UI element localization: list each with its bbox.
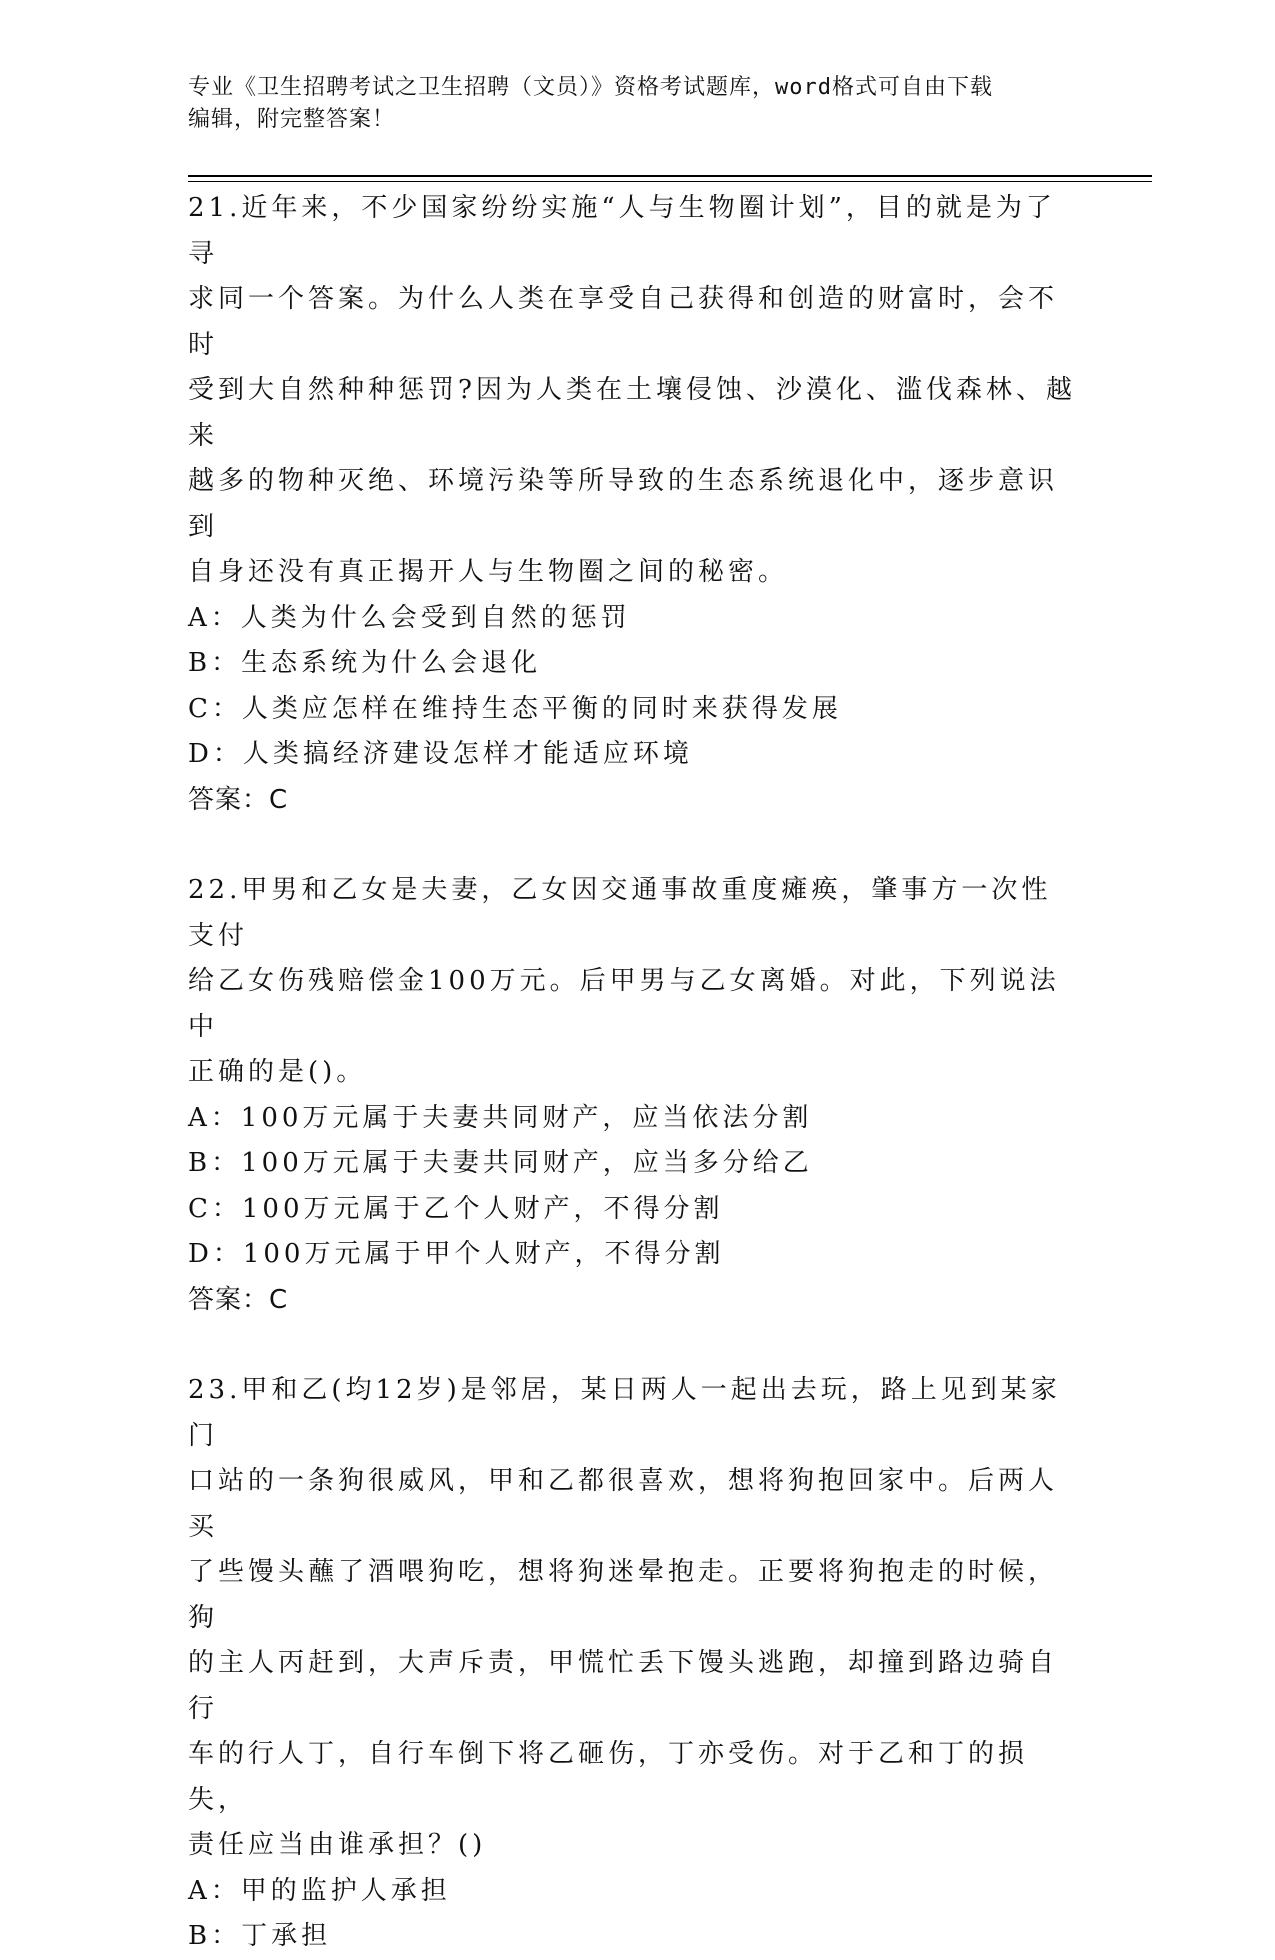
question-text-line: 给乙女伤残赔偿金100万元。后甲男与乙女离婚。对此，下列说法中 (188, 966, 1060, 1042)
question-text-line: 正确的是()。 (188, 1057, 367, 1087)
question-text-line: 车的行人丁，自行车倒下将乙砸伤，丁亦受伤。对于乙和丁的损失， (188, 1739, 1029, 1815)
option-a: A：人类为什么会受到自然的惩罚 (188, 602, 631, 633)
question-text-line: 自身还没有真正揭开人与生物圈之间的秘密。 (188, 557, 789, 587)
page-header (188, 72, 1068, 136)
option-b: B：100万元属于夫妻共同财产，应当多分给乙 (188, 1148, 813, 1178)
header-line-2: 编辑，附完整答案！ (188, 107, 396, 132)
question-text-line: 越多的物种灭绝、环境污染等所导致的生态系统退化中，逐步意识到 (188, 466, 1059, 542)
answer: 答案：C (188, 1284, 289, 1315)
question-text-line: 23.甲和乙(均12岁)是邻居，某日两人一起出去玩，路上见到某家门 (188, 1375, 1061, 1451)
option-d: D：100万元属于甲个人财产，不得分割 (188, 1239, 725, 1269)
option-c: C：100万元属于乙个人财产，不得分割 (188, 1193, 724, 1224)
question-23 (188, 1368, 1078, 1960)
question-22 (188, 868, 1078, 1323)
question-text-line: 的主人丙赶到，大声斥责，甲慌忙丢下馒头逃跑，却撞到路边骑自行 (188, 1648, 1059, 1724)
option-c: C：人类应怎样在维持生态平衡的同时来获得发展 (188, 693, 842, 724)
option-d: D：人类搞经济建设怎样才能适应环境 (188, 739, 693, 769)
question-text-line: 22.甲男和乙女是夫妻，乙女因交通事故重度瘫痪，肇事方一次性支付 (188, 875, 1052, 951)
question-text-line: 21.近年来，不少国家纷纷实施“人与生物圈计划”，目的就是为了寻 (188, 193, 1056, 269)
option-b: B：丁承担 (188, 1921, 332, 1951)
option-a: A：甲的监护人承担 (188, 1875, 451, 1906)
question-text-line: 受到大自然种种惩罚?因为人类在土壤侵蚀、沙漠化、滥伐森林、越来 (188, 375, 1076, 451)
header-divider-thick (188, 175, 1152, 177)
answer: 答案：C (188, 784, 289, 815)
question-list (188, 186, 1078, 1960)
option-a: A：100万元属于夫妻共同财产，应当依法分割 (188, 1102, 813, 1133)
question-text-line: 责任应当由谁承担？() (188, 1830, 487, 1860)
question-text-line: 求同一个答案。为什么人类在享受自己获得和创造的财富时，会不时 (188, 284, 1059, 360)
question-text-line: 了些馒头蘸了酒喂狗吃，想将狗迷晕抱走。正要将狗抱走的时候，狗 (188, 1557, 1059, 1633)
option-b: B：生态系统为什么会退化 (188, 648, 542, 678)
question-spacer (188, 823, 1078, 868)
header-line-1: 专业《卫生招聘考试之卫生招聘（文员）》资格考试题库，word格式可自由下载 (188, 75, 993, 100)
question-spacer (188, 1323, 1078, 1368)
header-divider-thin (188, 181, 1152, 182)
question-21 (188, 186, 1078, 823)
question-text-line: 口站的一条狗很威风，甲和乙都很喜欢，想将狗抱回家中。后两人买 (188, 1466, 1059, 1542)
